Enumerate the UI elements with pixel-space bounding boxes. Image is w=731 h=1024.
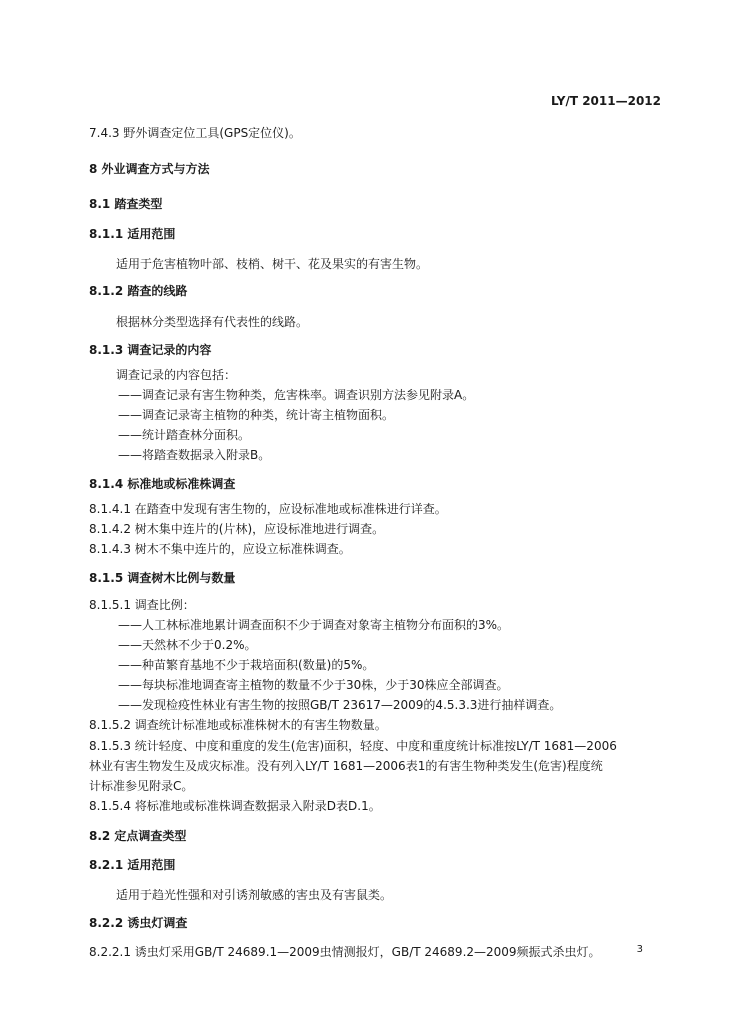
clause-8-1-5-1: 8.1.5.1 调查比例： (89, 598, 195, 612)
heading-8: 8 外业调查方式与方法 (89, 162, 210, 176)
page-number: 3 (636, 944, 643, 955)
heading-8-2-1: 8.2.1 适用范围 (89, 858, 176, 872)
paragraph-8-1-1: 适用于危害植物叶部、枝梢、树干、花及果实的有害生物。 (116, 257, 429, 271)
list-item: ——每块标准地调查寄主植物的数量不少于30株，少于30株应全部调查。 (118, 678, 509, 692)
clause-8-1-4-1: 8.1.4.1 在踏查中发现有害生物的，应设标准地或标准株进行详查。 (89, 502, 447, 516)
list-item: ——调查记录寄主植物的种类，统计寄主植物面积。 (118, 408, 395, 422)
clause-8-1-5-3-cont: 计标准参见附录C。 (89, 779, 194, 793)
heading-8-1-3: 8.1.3 调查记录的内容 (89, 343, 212, 357)
clause-8-1-5-4: 8.1.5.4 将标准地或标准株调查数据录入附录D表D.1。 (89, 799, 381, 813)
heading-8-1-2: 8.1.2 踏查的线路 (89, 284, 188, 298)
clause-7-4-3: 7.4.3 野外调查定位工具(GPS定位仪)。 (89, 126, 301, 140)
heading-8-1-4: 8.1.4 标准地或标准株调查 (89, 477, 236, 491)
clause-8-2-2-1: 8.2.2.1 诱虫灯采用GB/T 24689.1—2009虫情测报灯，GB/T 24689.2—2009频振式杀虫灯。 (89, 945, 601, 959)
heading-8-1-1: 8.1.1 适用范围 (89, 227, 176, 241)
paragraph-8-1-3: 调查记录的内容包括： (116, 368, 237, 382)
list-item: ——天然林不少于0.2%。 (118, 638, 257, 652)
clause-8-1-4-3: 8.1.4.3 树木不集中连片的，应设立标准株调查。 (89, 542, 351, 556)
clause-8-1-5-3-cont: 林业有害生物发生及成灾标准。没有列入LY/T 1681—2006表1的有害生物种类发生(危害)程度统 (89, 759, 603, 773)
clause-8-1-4-2: 8.1.4.2 树木集中连片的(片林)，应设标准地进行调查。 (89, 522, 385, 536)
list-item: ——将踏查数据录入附录B。 (118, 448, 271, 462)
paragraph-8-2-1: 适用于趋光性强和对引诱剂敏感的害虫及有害鼠类。 (116, 888, 393, 902)
list-item: ——调查记录有害生物种类，危害株率。调查识别方法参见附录A。 (118, 388, 475, 402)
list-item: ——统计踏查林分面积。 (118, 428, 251, 442)
heading-8-1: 8.1 踏查类型 (89, 197, 163, 211)
clause-8-1-5-2: 8.1.5.2 调查统计标准地或标准株树木的有害生物数量。 (89, 718, 387, 732)
paragraph-8-1-2: 根据林分类型选择有代表性的线路。 (116, 315, 309, 329)
list-item: ——发现检疫性林业有害生物的按照GB/T 23617—2009的4.5.3.3进行抽样调查。 (118, 698, 562, 712)
clause-8-1-5-3: 8.1.5.3 统计轻度、中度和重度的发生(危害)面积，轻度、中度和重度统计标准按LY/T 1681—2006 (89, 739, 617, 753)
list-item: ——种苗繁育基地不少于栽培面积(数量)的5%。 (118, 658, 375, 672)
list-item: ——人工林标准地累计调查面积不少于调查对象寄主植物分布面积的3%。 (118, 618, 510, 632)
heading-8-2: 8.2 定点调查类型 (89, 829, 187, 843)
heading-8-1-5: 8.1.5 调查树木比例与数量 (89, 571, 236, 585)
standard-number-header: LY/T 2011—2012 (550, 94, 661, 108)
heading-8-2-2: 8.2.2 诱虫灯调查 (89, 916, 188, 930)
